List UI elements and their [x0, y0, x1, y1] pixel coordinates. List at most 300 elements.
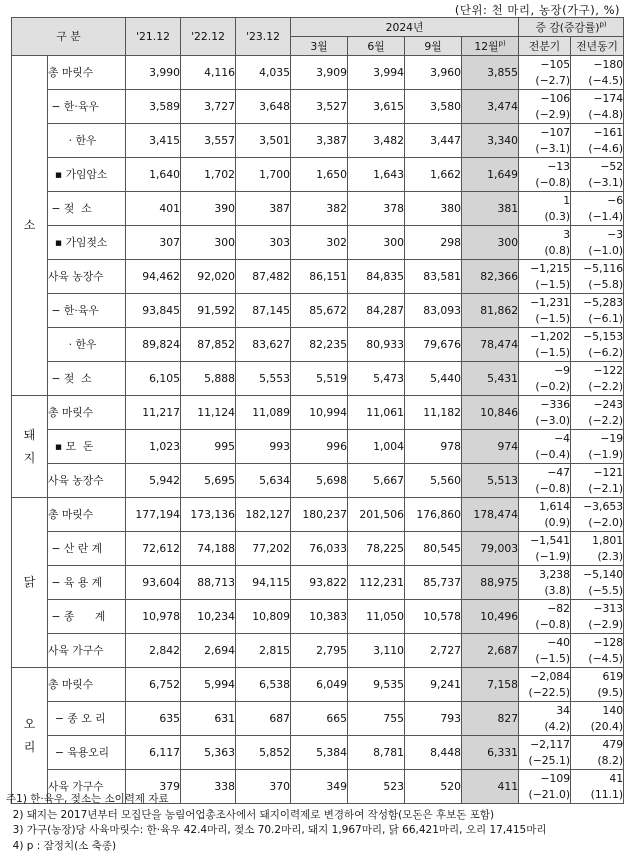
- rate-quarter: (−0.8): [519, 617, 571, 634]
- change-year: −6: [571, 192, 624, 209]
- rate-quarter: (3.8): [519, 583, 571, 600]
- cell-value: 10,809: [236, 600, 291, 634]
- cell-value: 5,852: [236, 736, 291, 770]
- row-label: 총 마릿수: [48, 396, 126, 430]
- cell-value: 5,363: [181, 736, 236, 770]
- cell-value: 88,713: [181, 566, 236, 600]
- cell-value: 6,752: [126, 668, 181, 702]
- cell-value: 93,845: [126, 294, 181, 328]
- header-m12-label: 12월: [474, 39, 499, 53]
- cell-value: 6,105: [126, 362, 181, 396]
- cell-value: 3,110: [348, 634, 405, 668]
- cell-value: 83,093: [405, 294, 462, 328]
- cell-value: 78,225: [348, 532, 405, 566]
- cell-value: 3,340: [462, 124, 519, 158]
- header-m3: 3월: [291, 37, 348, 56]
- header-m6: 6월: [348, 37, 405, 56]
- cell-value: 11,050: [348, 600, 405, 634]
- cell-value: 2,694: [181, 634, 236, 668]
- cell-value: 3,994: [348, 56, 405, 90]
- cell-value: 10,846: [462, 396, 519, 430]
- cell-value: 5,667: [348, 464, 405, 498]
- header-y2024: 2024년: [291, 18, 519, 37]
- rate-year: (−3.1): [571, 175, 624, 192]
- cell-value: 85,672: [291, 294, 348, 328]
- cell-value: 201,506: [348, 498, 405, 532]
- row-label: − 육 용 계: [48, 566, 126, 600]
- cell-value: 3,557: [181, 124, 236, 158]
- cell-value: 80,545: [405, 532, 462, 566]
- rate-year: (−2.2): [571, 413, 624, 430]
- category-char: 오: [23, 716, 36, 731]
- cell-value: 1,702: [181, 158, 236, 192]
- change-year: −5,116: [571, 260, 624, 277]
- header-change-sup: p): [599, 19, 607, 28]
- rate-quarter: (−3.1): [519, 141, 571, 158]
- cell-value: 5,553: [236, 362, 291, 396]
- cell-value: 2,687: [462, 634, 519, 668]
- change-year: 1,801: [571, 532, 624, 549]
- cell-value: 8,448: [405, 736, 462, 770]
- category-label: 소: [23, 218, 36, 233]
- cell-value: 3,855: [462, 56, 519, 90]
- header-m9: 9월: [405, 37, 462, 56]
- change-year: −19: [571, 430, 624, 447]
- row-label: ▪ 가임젖소: [48, 226, 126, 260]
- cell-value: 5,698: [291, 464, 348, 498]
- cell-value: 11,182: [405, 396, 462, 430]
- cell-value: 83,627: [236, 328, 291, 362]
- cell-value: 79,003: [462, 532, 519, 566]
- change-quarter: −13: [519, 158, 571, 175]
- rate-year: (2.3): [571, 549, 624, 566]
- change-year: −128: [571, 634, 624, 651]
- rate-year: (−4.8): [571, 107, 624, 124]
- cell-value: 3,474: [462, 90, 519, 124]
- change-quarter: −1,541: [519, 532, 571, 549]
- rate-year: (−2.1): [571, 481, 624, 498]
- cell-value: 1,643: [348, 158, 405, 192]
- cell-value: 793: [405, 702, 462, 736]
- cell-value: 87,145: [236, 294, 291, 328]
- rate-year: (−5.8): [571, 277, 624, 294]
- cell-value: 411: [462, 770, 519, 804]
- table-row: [12, 532, 624, 549]
- cell-value: 5,560: [405, 464, 462, 498]
- row-label: · 한우: [48, 328, 126, 362]
- row-label: − 육용오리: [48, 736, 126, 770]
- cell-value: 303: [236, 226, 291, 260]
- change-year: −3,653: [571, 498, 624, 515]
- table-row: [12, 260, 624, 277]
- cell-value: 74,188: [181, 532, 236, 566]
- cell-value: 2,815: [236, 634, 291, 668]
- change-quarter: 1,614: [519, 498, 571, 515]
- row-label: − 종 오 리: [48, 702, 126, 736]
- footnote-4: 4) p : 잠정치(소 축종): [6, 839, 117, 852]
- table-row: [12, 192, 624, 209]
- change-quarter: −1,202: [519, 328, 571, 345]
- change-year: −243: [571, 396, 624, 413]
- cell-value: 6,538: [236, 668, 291, 702]
- cell-value: 5,634: [236, 464, 291, 498]
- cell-value: 5,942: [126, 464, 181, 498]
- rate-year: (−1.9): [571, 447, 624, 464]
- cell-value: 176,860: [405, 498, 462, 532]
- table-body: [12, 56, 624, 804]
- cell-value: 10,383: [291, 600, 348, 634]
- cell-value: 8,781: [348, 736, 405, 770]
- header-prev-year: 전년동기: [571, 37, 624, 56]
- cell-value: 300: [348, 226, 405, 260]
- cell-value: 5,888: [181, 362, 236, 396]
- cell-value: 10,234: [181, 600, 236, 634]
- cell-value: 3,482: [348, 124, 405, 158]
- category-char: 돼: [23, 427, 36, 442]
- row-label: 총 마릿수: [48, 56, 126, 90]
- header-change: [519, 18, 624, 37]
- rate-quarter: (−0.8): [519, 175, 571, 192]
- livestock-table: [11, 17, 624, 804]
- cell-value: 520: [405, 770, 462, 804]
- rate-quarter: (−1.5): [519, 277, 571, 294]
- row-label: − 산 란 계: [48, 532, 126, 566]
- change-quarter: −105: [519, 56, 571, 73]
- cell-value: 1,640: [126, 158, 181, 192]
- table-row: [12, 736, 624, 753]
- cell-value: 349: [291, 770, 348, 804]
- row-label: 총 마릿수: [48, 668, 126, 702]
- rate-year: (−1.4): [571, 209, 624, 226]
- row-label: 사육 농장수: [48, 464, 126, 498]
- cell-value: 3,501: [236, 124, 291, 158]
- cell-value: 10,578: [405, 600, 462, 634]
- cell-value: 112,231: [348, 566, 405, 600]
- cell-value: 370: [236, 770, 291, 804]
- cell-value: 180,237: [291, 498, 348, 532]
- change-quarter: −1,231: [519, 294, 571, 311]
- row-label: − 한·육우: [48, 294, 126, 328]
- cell-value: 631: [181, 702, 236, 736]
- category-label: 닭: [23, 575, 36, 590]
- cell-value: 178,474: [462, 498, 519, 532]
- cell-value: 5,695: [181, 464, 236, 498]
- change-year: 479: [571, 736, 624, 753]
- rate-year: (−6.1): [571, 311, 624, 328]
- header-m12: [462, 37, 519, 56]
- table-row: [12, 56, 624, 73]
- rate-year: (−4.6): [571, 141, 624, 158]
- cell-value: 687: [236, 702, 291, 736]
- rate-quarter: (−0.4): [519, 447, 571, 464]
- change-year: 140: [571, 702, 624, 719]
- cell-value: 91,592: [181, 294, 236, 328]
- cell-value: 3,990: [126, 56, 181, 90]
- change-year: −3: [571, 226, 624, 243]
- footnote-2: 2) 돼지는 2017년부터 모집단을 농림어업총조사에서 돼지이력제로 변경하여 작성함(모돈은 후보돈 포함): [6, 808, 495, 821]
- table-row: [12, 124, 624, 141]
- change-quarter: −107: [519, 124, 571, 141]
- change-quarter: −336: [519, 396, 571, 413]
- rate-year: (8.2): [571, 753, 624, 770]
- row-label: − 한·육우: [48, 90, 126, 124]
- row-label: 사육 가구수: [48, 770, 126, 804]
- cell-value: 5,473: [348, 362, 405, 396]
- rate-quarter: (−2.9): [519, 107, 571, 124]
- cell-value: 5,440: [405, 362, 462, 396]
- cell-value: 11,124: [181, 396, 236, 430]
- cell-value: 3,387: [291, 124, 348, 158]
- cell-value: 6,117: [126, 736, 181, 770]
- cell-value: 635: [126, 702, 181, 736]
- cell-value: 5,384: [291, 736, 348, 770]
- change-quarter: −47: [519, 464, 571, 481]
- cell-value: 9,535: [348, 668, 405, 702]
- rate-quarter: (4.2): [519, 719, 571, 736]
- change-year: −180: [571, 56, 624, 73]
- table-row: [12, 158, 624, 175]
- header-row-1: [12, 18, 624, 37]
- table-row: [12, 396, 624, 413]
- change-quarter: −1,215: [519, 260, 571, 277]
- cell-value: 5,431: [462, 362, 519, 396]
- rate-year: (−1.0): [571, 243, 624, 260]
- change-year: −122: [571, 362, 624, 379]
- cell-value: 6,331: [462, 736, 519, 770]
- cell-value: 4,035: [236, 56, 291, 90]
- header-change-label: 증 감(증감률): [535, 20, 600, 34]
- rate-quarter: (−1.5): [519, 651, 571, 668]
- cell-value: 94,462: [126, 260, 181, 294]
- cell-value: 2,727: [405, 634, 462, 668]
- change-quarter: −9: [519, 362, 571, 379]
- table-row: [12, 294, 624, 311]
- cell-value: 92,020: [181, 260, 236, 294]
- cell-value: 300: [181, 226, 236, 260]
- cell-value: 1,650: [291, 158, 348, 192]
- change-quarter: −40: [519, 634, 571, 651]
- cell-value: 1,004: [348, 430, 405, 464]
- category-2: [12, 498, 48, 668]
- category-3: [12, 668, 48, 804]
- cell-value: 3,727: [181, 90, 236, 124]
- cell-value: 995: [181, 430, 236, 464]
- cell-value: 3,415: [126, 124, 181, 158]
- cell-value: 1,700: [236, 158, 291, 192]
- cell-value: 755: [348, 702, 405, 736]
- rate-year: (−6.2): [571, 345, 624, 362]
- table-row: [12, 600, 624, 617]
- cell-value: 80,933: [348, 328, 405, 362]
- cell-value: 173,136: [181, 498, 236, 532]
- cell-value: 4,116: [181, 56, 236, 90]
- cell-value: 302: [291, 226, 348, 260]
- cell-value: 82,366: [462, 260, 519, 294]
- header-y23: '23.12: [236, 18, 291, 56]
- cell-value: 298: [405, 226, 462, 260]
- table-row: [12, 634, 624, 651]
- cell-value: 3,615: [348, 90, 405, 124]
- table-row: [12, 430, 624, 447]
- category-0: [12, 56, 48, 396]
- cell-value: 182,127: [236, 498, 291, 532]
- change-quarter: −2,084: [519, 668, 571, 685]
- footnote-1: 주1) 한·육우, 젖소는 소이력제 자료: [6, 793, 169, 805]
- row-label: − 젖 소: [48, 362, 126, 396]
- cell-value: 82,235: [291, 328, 348, 362]
- change-quarter: −82: [519, 600, 571, 617]
- cell-value: 3,648: [236, 90, 291, 124]
- rate-quarter: (0.9): [519, 515, 571, 532]
- row-label: 사육 가구수: [48, 634, 126, 668]
- category-1: [12, 396, 48, 498]
- cell-value: 1,649: [462, 158, 519, 192]
- change-year: −121: [571, 464, 624, 481]
- change-quarter: −106: [519, 90, 571, 107]
- table-row: [12, 90, 624, 107]
- rate-year: (−2.9): [571, 617, 624, 634]
- cell-value: 79,676: [405, 328, 462, 362]
- change-quarter: 1: [519, 192, 571, 209]
- change-year: −313: [571, 600, 624, 617]
- cell-value: 2,795: [291, 634, 348, 668]
- cell-value: 1,023: [126, 430, 181, 464]
- cell-value: 93,822: [291, 566, 348, 600]
- row-label: 총 마릿수: [48, 498, 126, 532]
- category-char: 리: [23, 739, 36, 754]
- cell-value: 84,835: [348, 260, 405, 294]
- table-row: [12, 226, 624, 243]
- cell-value: 382: [291, 192, 348, 226]
- cell-value: 10,978: [126, 600, 181, 634]
- cell-value: 7,158: [462, 668, 519, 702]
- cell-value: 10,994: [291, 396, 348, 430]
- header-y22: '22.12: [181, 18, 236, 56]
- header-y21: '21.12: [126, 18, 181, 56]
- cell-value: 85,737: [405, 566, 462, 600]
- change-year: −161: [571, 124, 624, 141]
- rate-quarter: (−21.0): [519, 787, 571, 804]
- cell-value: 76,033: [291, 532, 348, 566]
- cell-value: 996: [291, 430, 348, 464]
- cell-value: 3,909: [291, 56, 348, 90]
- cell-value: 11,061: [348, 396, 405, 430]
- cell-value: 1,662: [405, 158, 462, 192]
- change-quarter: −109: [519, 770, 571, 787]
- change-year: 619: [571, 668, 624, 685]
- table-row: [12, 328, 624, 345]
- rate-year: (20.4): [571, 719, 624, 736]
- cell-value: 2,842: [126, 634, 181, 668]
- cell-value: 3,527: [291, 90, 348, 124]
- cell-value: 77,202: [236, 532, 291, 566]
- cell-value: 974: [462, 430, 519, 464]
- row-label: · 한우: [48, 124, 126, 158]
- header-m12-sup: p): [498, 38, 506, 47]
- cell-value: 5,519: [291, 362, 348, 396]
- footnotes: [6, 792, 547, 854]
- rate-year: (−2.0): [571, 515, 624, 532]
- cell-value: 177,194: [126, 498, 181, 532]
- cell-value: 379: [126, 770, 181, 804]
- table-row: [12, 702, 624, 719]
- cell-value: 523: [348, 770, 405, 804]
- row-label: 사육 농장수: [48, 260, 126, 294]
- row-label: − 종 계: [48, 600, 126, 634]
- rate-quarter: (−0.2): [519, 379, 571, 396]
- cell-value: 84,287: [348, 294, 405, 328]
- table-row: [12, 464, 624, 481]
- cell-value: 827: [462, 702, 519, 736]
- cell-value: 3,580: [405, 90, 462, 124]
- rate-year: (9.5): [571, 685, 624, 702]
- cell-value: 5,513: [462, 464, 519, 498]
- change-quarter: −2,117: [519, 736, 571, 753]
- cell-value: 380: [405, 192, 462, 226]
- table-row: [12, 566, 624, 583]
- row-label: − 젖 소: [48, 192, 126, 226]
- cell-value: 3,960: [405, 56, 462, 90]
- cell-value: 11,089: [236, 396, 291, 430]
- header-category: 구 분: [12, 18, 126, 56]
- cell-value: 5,994: [181, 668, 236, 702]
- cell-value: 83,581: [405, 260, 462, 294]
- cell-value: 300: [462, 226, 519, 260]
- cell-value: 93,604: [126, 566, 181, 600]
- change-quarter: 3,238: [519, 566, 571, 583]
- cell-value: 81,862: [462, 294, 519, 328]
- cell-value: 10,496: [462, 600, 519, 634]
- change-year: −174: [571, 90, 624, 107]
- rate-quarter: (−22.5): [519, 685, 571, 702]
- cell-value: 94,115: [236, 566, 291, 600]
- category-char: 지: [23, 450, 36, 465]
- cell-value: 89,824: [126, 328, 181, 362]
- table-row: [12, 498, 624, 515]
- cell-value: 307: [126, 226, 181, 260]
- cell-value: 3,447: [405, 124, 462, 158]
- cell-value: 86,151: [291, 260, 348, 294]
- change-year: −5,283: [571, 294, 624, 311]
- rate-quarter: (−2.7): [519, 73, 571, 90]
- cell-value: 387: [236, 192, 291, 226]
- change-year: −5,140: [571, 566, 624, 583]
- rate-year: (−2.2): [571, 379, 624, 396]
- rate-quarter: (0.8): [519, 243, 571, 260]
- change-year: −52: [571, 158, 624, 175]
- rate-quarter: (−0.8): [519, 481, 571, 498]
- cell-value: 3,589: [126, 90, 181, 124]
- row-label: ▪ 가임암소: [48, 158, 126, 192]
- change-quarter: −4: [519, 430, 571, 447]
- change-year: −5,153: [571, 328, 624, 345]
- row-label: ▪ 모 돈: [48, 430, 126, 464]
- unit-note: (단위: 천 마리, 농장(가구), %): [454, 3, 620, 17]
- cell-value: 338: [181, 770, 236, 804]
- change-quarter: 34: [519, 702, 571, 719]
- cell-value: 87,482: [236, 260, 291, 294]
- footnote-3: 3) 가구(농장)당 사육마릿수: 한·육우 42.4마리, 젖소 70.2마리, 돼지 1,967마리, 닭 66,421마리, 오리 17,415마리: [6, 824, 547, 836]
- cell-value: 11,217: [126, 396, 181, 430]
- cell-value: 88,975: [462, 566, 519, 600]
- rate-quarter: (−1.5): [519, 311, 571, 328]
- table-row: [12, 362, 624, 379]
- cell-value: 665: [291, 702, 348, 736]
- rate-quarter: (0.3): [519, 209, 571, 226]
- rate-quarter: (−25.1): [519, 753, 571, 770]
- cell-value: 978: [405, 430, 462, 464]
- cell-value: 78,474: [462, 328, 519, 362]
